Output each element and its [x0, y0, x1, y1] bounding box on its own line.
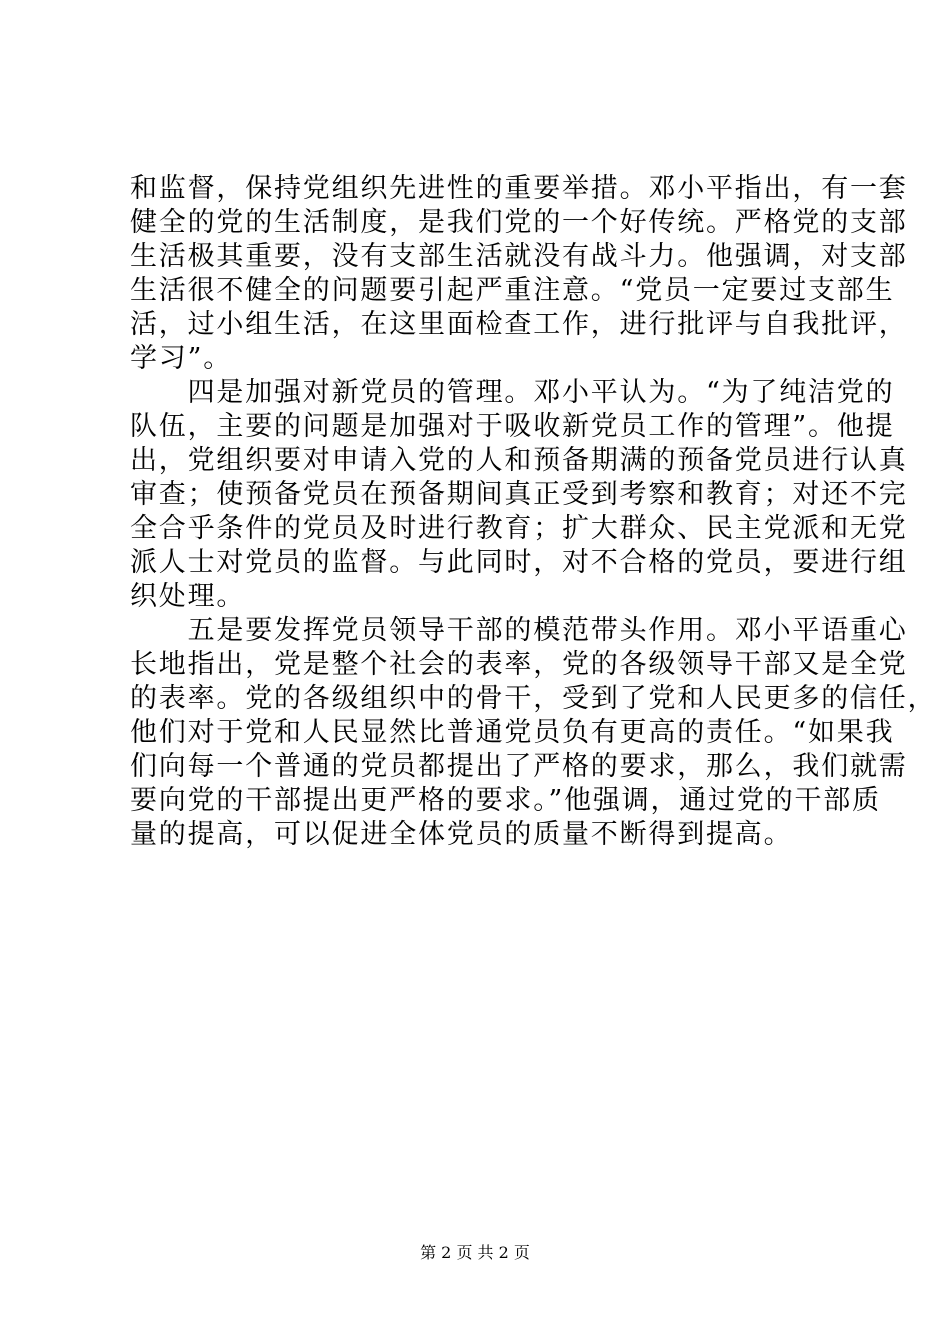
text-line: 的表率。党的各级组织中的骨干，受到了党和人民更多的信任， — [130, 683, 937, 714]
text-line: 生活很不健全的问题要引起严重注意。“党员一定要过支部生 — [130, 275, 895, 306]
page-footer — [0, 1243, 950, 1263]
text-line: 生活极其重要，没有支部生活就没有战斗力。他强调，对支部 — [130, 241, 908, 272]
page-number: 第 2 页 共 2 页 — [420, 1243, 530, 1262]
text-line: 队伍，主要的问题是加强对于吸收新党员工作的管理”。他提 — [130, 411, 895, 442]
text-line: 量的提高，可以促进全体党员的质量不断得到提高。 — [130, 819, 793, 850]
text-line: 和监督，保持党组织先进性的重要举措。邓小平指出，有一套 — [130, 173, 908, 204]
text-line: 长地指出，党是整个社会的表率，党的各级领导干部又是全党 — [130, 649, 908, 680]
text-line: 四是加强对新党员的管理。邓小平认为。“为了纯洁党的 — [130, 377, 895, 408]
text-line: 活，过小组生活，在这里面检查工作，进行批评与自我批评， — [130, 309, 908, 340]
text-line: 他们对于党和人民显然比普通党员负有更高的责任。“如果我 — [130, 717, 895, 748]
text-line: 出，党组织要对申请入党的人和预备期满的预备党员进行认真 — [130, 445, 908, 476]
text-line: 派人士对党员的监督。与此同时，对不合格的党员，要进行组 — [130, 547, 908, 578]
text-line: 要向党的干部提出更严格的要求。”他强调，通过党的干部质 — [130, 785, 881, 816]
text-line: 审查；使预备党员在预备期间真正受到考察和教育；对还不完 — [130, 479, 908, 510]
text-line: 健全的党的生活制度，是我们党的一个好传统。严格党的支部 — [130, 207, 908, 238]
document-body — [130, 172, 937, 852]
text-line: 学习”。 — [130, 343, 233, 374]
text-line: 织处理。 — [130, 581, 246, 612]
text-line: 们向每一个普通的党员都提出了严格的要求，那么，我们就需 — [130, 751, 908, 782]
text-line: 五是要发挥党员领导干部的模范带头作用。邓小平语重心 — [130, 615, 908, 646]
text-line: 全合乎条件的党员及时进行教育；扩大群众、民主党派和无党 — [130, 513, 908, 544]
